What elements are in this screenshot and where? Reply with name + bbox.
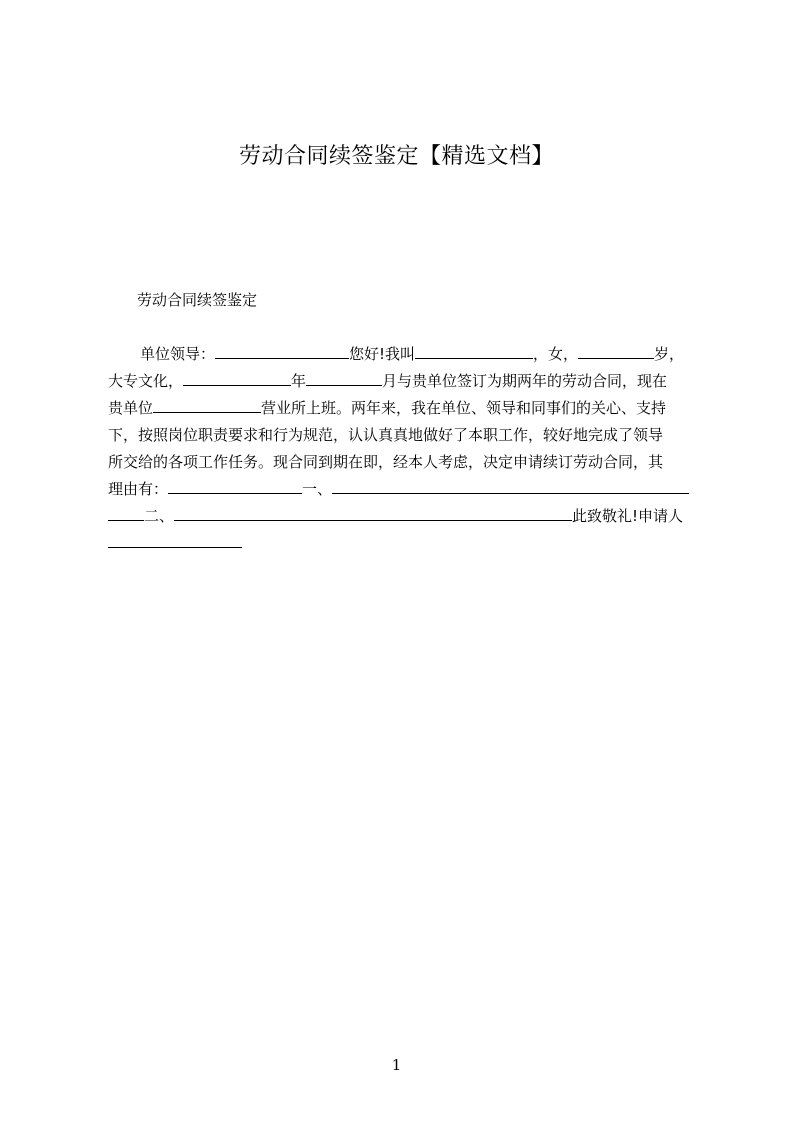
page-number: 1: [391, 1056, 402, 1074]
blank-field: [108, 532, 242, 548]
text-segment: 年: [291, 372, 307, 390]
blank-field: [215, 343, 349, 359]
body-line-7: [108, 504, 683, 528]
text-segment: 月与贵单位签订为期两年的劳动合同，现在: [382, 372, 668, 390]
body-line-1: [140, 342, 684, 366]
blank-field: [108, 505, 144, 521]
text-segment: 大专文化，: [108, 372, 184, 390]
text-segment: 单位领导：: [140, 345, 216, 363]
text-segment: 理由有：: [108, 480, 169, 498]
blank-field: [332, 478, 689, 494]
blank-field: [168, 478, 302, 494]
blank-field: [306, 370, 382, 386]
blank-field: [174, 505, 572, 521]
text-segment: 您好!我叫: [349, 345, 416, 363]
body-line-6: [108, 477, 689, 501]
blank-field: [415, 343, 533, 359]
body-line-2: [108, 369, 667, 393]
body-line-5: 所交给的各项工作任务。现合同到期在即，经本人考虑，决定申请续订劳动合同，其: [108, 453, 664, 471]
text-segment: 贵单位: [108, 399, 154, 417]
text-segment: 岁，: [654, 345, 685, 363]
blank-field: [153, 397, 261, 413]
blank-field: [183, 370, 291, 386]
text-segment: ，女，: [533, 345, 579, 363]
body-line-3: [108, 396, 666, 420]
document-subtitle: 劳动合同续签鉴定: [137, 291, 258, 309]
blank-field: [578, 343, 654, 359]
text-segment: 一、: [302, 480, 333, 498]
body-line-4: 下，按照岗位职责要求和行为规范，认认真真地做好了本职工作，较好地完成了领导: [108, 426, 664, 444]
document-title: 劳动合同续签鉴定【精选文档】: [238, 144, 554, 169]
body-line-8: [108, 531, 242, 555]
text-segment: 二、: [144, 507, 175, 525]
text-segment: 此致敬礼!申请人: [572, 507, 684, 525]
text-segment: 营业所上班。两年来，我在单位、领导和同事们的关心、支持: [261, 399, 667, 417]
